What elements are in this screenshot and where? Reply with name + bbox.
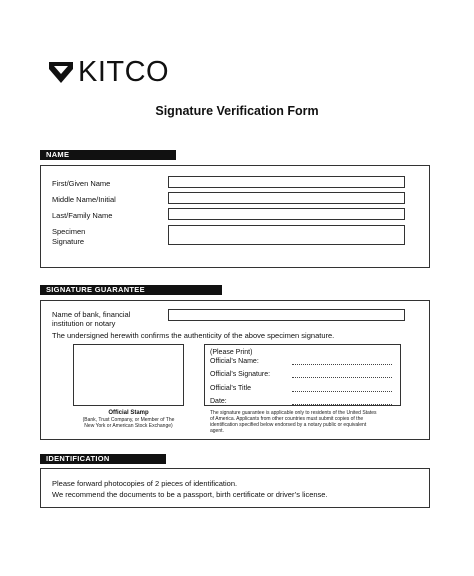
stamp-note-line2: New York or American Stock Exchange) <box>84 423 173 429</box>
last-name-field[interactable] <box>168 208 405 220</box>
identification-line2: We recommend the documents to be a passport, birth certificate or driver’s license. <box>52 490 328 499</box>
stamp-note-line1: (Bank, Trust Company, or Member of The <box>82 417 175 423</box>
officials-signature-line[interactable] <box>292 377 392 378</box>
specimen-label-line2: Signature <box>52 237 85 246</box>
specimen-signature-field[interactable] <box>168 225 405 245</box>
stamp-title: Official Stamp <box>108 410 149 416</box>
officials-title-label: Official’s Title <box>210 385 251 392</box>
middle-name-label: Middle Name/Initial <box>52 195 116 204</box>
specimen-label-line1: Specimen <box>52 227 86 236</box>
guarantee-section-header: SIGNATURE GUARANTEE <box>40 285 222 295</box>
page-title: Signature Verification Form <box>155 104 319 118</box>
identification-line1: Please forward photocopies of 2 pieces of identification. <box>52 479 238 488</box>
print-label: (Please Print) <box>210 349 253 356</box>
first-name-label: First/Given Name <box>52 179 111 188</box>
confirm-text: The undersigned herewith confirms the authenticity of the above specimen signature. <box>52 331 335 340</box>
disclaimer-line2: of America. Applicants from other countries must submit copies of the <box>210 416 364 422</box>
officials-title-line[interactable] <box>292 391 392 392</box>
last-name-label: Last/Family Name <box>52 211 113 220</box>
disclaimer-line4: agent. <box>210 428 224 434</box>
kitco-logo-icon <box>48 59 74 85</box>
kitco-logo <box>48 57 169 87</box>
bank-label-line2: institution or notary <box>52 319 116 328</box>
bank-label-line1: Name of bank, financial <box>52 310 131 319</box>
disclaimer-line3: identification specified below endorsed by a notary public or equivalent <box>210 422 367 428</box>
officials-signature-label: Official’s Signature: <box>210 371 271 378</box>
date-line[interactable] <box>292 404 392 405</box>
identification-section-header: IDENTIFICATION <box>40 454 166 464</box>
logo-text: KITCO <box>78 56 170 88</box>
officials-name-label: Official’s Name: <box>210 358 259 365</box>
identification-section <box>40 468 430 508</box>
bank-name-field[interactable] <box>168 309 405 321</box>
disclaimer-line1: The signature guarantee is applicable only to residents of the United States <box>210 410 377 416</box>
name-section-header: NAME <box>40 150 176 160</box>
first-name-field[interactable] <box>168 176 405 188</box>
date-label: Date: <box>210 398 227 405</box>
officials-name-line[interactable] <box>292 364 392 365</box>
middle-name-field[interactable] <box>168 192 405 204</box>
official-stamp-box[interactable] <box>73 344 184 406</box>
